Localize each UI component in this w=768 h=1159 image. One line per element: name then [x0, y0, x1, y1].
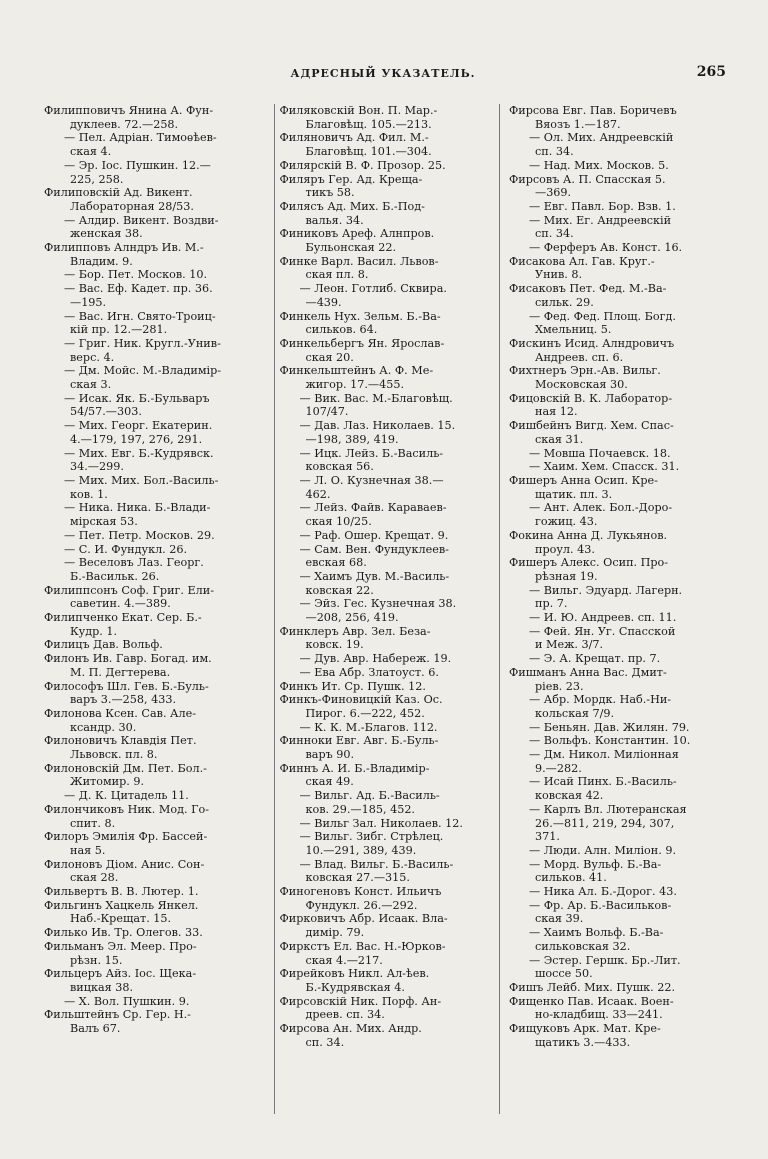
index-entry-continuation: ная 5.	[70, 843, 106, 857]
index-entry: Фискинъ Исид. Алндровичъ	[509, 336, 675, 350]
index-subentry: — Ферферъ Ав. Конст. 16.	[529, 241, 683, 255]
index-entry: Финноки Евг. Авг. Б.-Буль-	[279, 734, 439, 748]
index-entry: Фирейковъ Никл. Ал-ѣев.	[279, 967, 430, 981]
index-entry: Филонова Ксен. Сав. Але-	[44, 706, 197, 720]
index-entry-continuation: гожиц. 43.	[535, 515, 598, 529]
index-entry-continuation: ская 4.	[70, 145, 112, 159]
index-entry: Фильштейнъ Ср. Гер. Н.-	[44, 1008, 191, 1022]
index-subentry: — Вильг Зал. Николаев. 12.	[299, 816, 463, 830]
index-entry-continuation: женская 38.	[70, 227, 143, 241]
index-entry-continuation: жигор. 17.—455.	[305, 378, 405, 392]
index-entry-continuation: щатикъ 3.—433.	[535, 1035, 631, 1049]
index-entry: Фищенко Пав. Исаак. Воен-	[509, 994, 674, 1008]
index-entry: Филоръ Эмилія Фр. Бассей-	[44, 830, 208, 844]
index-entry-continuation: ская 3.	[70, 378, 112, 392]
index-entry-continuation: мірская 53.	[70, 515, 138, 529]
index-entry-continuation: пр. 7.	[535, 597, 568, 611]
index-entry-continuation: сильковская 32.	[535, 939, 631, 953]
index-entry-continuation: —198, 389, 419.	[305, 432, 399, 446]
index-subentry: — Ол. Мих. Андреевскій	[529, 131, 674, 145]
index-entry-continuation: Кудр. 1.	[70, 624, 118, 638]
index-entry: Финкъ-Финовицкій Каз. Ос.	[279, 693, 443, 707]
index-subentry: — Вас. Еф. Кадет. пр. 36.	[64, 282, 213, 296]
index-subentry: — Ева Абр. Златоуст. 6.	[299, 665, 439, 679]
index-entry-continuation: 10.—291, 389, 439.	[305, 843, 417, 857]
index-entry-continuation: ксандр. 30.	[70, 720, 137, 734]
index-entry: Финиковъ Ареф. Алнпров.	[279, 227, 435, 241]
index-entry: Филясъ Ад. Мих. Б.-Под-	[279, 199, 425, 213]
column-left	[44, 104, 264, 1114]
index-subentry: — Абр. Мордк. Наб.-Ни-	[529, 693, 672, 707]
index-entry-continuation: сп. 34.	[535, 227, 574, 241]
index-subentry: — Григ. Ник. Кругл.-Унив-	[64, 336, 221, 350]
index-entry-continuation: саветин. 4.—389.	[70, 597, 171, 611]
index-subentry: — Мих. Ег. Андреевскій	[529, 213, 672, 227]
index-entry: Филярскій В. Ф. Прозор. 25.	[279, 158, 446, 172]
index-entry-continuation: сп. 34.	[535, 145, 574, 159]
index-entry: Фильгинъ Хацкель Янкел.	[44, 898, 199, 912]
index-entry-continuation: ская пл. 8.	[305, 268, 369, 282]
index-entry: Фихтнеръ Эрн.-Ав. Вильг.	[509, 364, 661, 378]
index-entry: Фицовскій В. К. Лаборатор-	[509, 391, 673, 405]
index-subentry: — Пел. Адріан. Тимоѳѣев-	[64, 131, 217, 145]
index-entry: Филиппсонъ Соф. Григ. Ели-	[44, 583, 215, 597]
index-entry: Фишманъ Анна Вас. Дмит-	[509, 665, 667, 679]
index-subentry: — Эр. Іос. Пушкин. 12.—	[64, 158, 211, 172]
index-subentry: — Мовша Почаевск. 18.	[529, 446, 671, 460]
index-entry-continuation: сп. 34.	[305, 1035, 345, 1049]
index-entry-continuation: Фундукл. 26.—292.	[305, 898, 418, 912]
index-entry-continuation: ская 49.	[305, 775, 354, 789]
index-entry: Филоновичъ Клавдія Пет.	[44, 734, 197, 748]
index-entry: Фильцеръ Айз. Іос. Щека-	[44, 967, 197, 981]
index-subentry: — Фр. Ар. Б.-Васильков-	[529, 898, 672, 912]
index-entry-continuation: ская 20.	[305, 350, 354, 364]
index-entry: Фисаковъ Пет. Фед. М.-Ва-	[509, 282, 667, 296]
index-subentry: — Э. А. Крещат. пр. 7.	[529, 652, 661, 666]
index-entry-continuation: проул. 43.	[535, 542, 595, 556]
index-entry-continuation: рѣзн. 15.	[70, 953, 123, 967]
index-entry-continuation: 4.—179, 197, 276, 291.	[70, 432, 203, 446]
index-entry: Фирсовскій Ник. Порф. Ан-	[279, 994, 442, 1008]
index-entry-continuation: Благовѣщ. 101.—304.	[305, 145, 432, 159]
index-entry-continuation: Валъ 67.	[70, 1022, 121, 1036]
index-subentry: — Фед. Фед. Площ. Богд.	[529, 309, 676, 323]
index-entry-continuation: валья. 34.	[305, 213, 364, 227]
index-entry-continuation: ская 39.	[535, 912, 584, 926]
index-entry-continuation: вицкая 38.	[70, 981, 134, 994]
index-entry-continuation: 225, 258.	[70, 172, 124, 186]
index-entry: Филяковскій Вон. П. Мар.-	[279, 104, 438, 117]
index-subentry: — И. Ю. Андреев. сп. 11.	[529, 611, 677, 625]
index-entry: Финогеновъ Конст. Ильичъ	[279, 885, 442, 899]
running-head: АДРЕСНЫЙ УКАЗАТЕЛЬ.	[290, 67, 476, 80]
index-entry-continuation: 9.—282.	[535, 761, 582, 775]
index-entry: Филоновскій Дм. Пет. Бол.-	[44, 761, 207, 775]
index-entry-continuation: димір. 79.	[305, 926, 365, 940]
index-subentry: — Дув. Авр. Набереж. 19.	[299, 652, 452, 666]
index-entry-continuation: ковская 27.—315.	[305, 871, 410, 885]
index-entry: Философъ Шл. Гев. Б.-Буль-	[44, 679, 209, 693]
index-subentry: — Морд. Вульф. Б.-Ва-	[529, 857, 662, 871]
index-entry-continuation: рѣзная 19.	[535, 569, 598, 583]
index-subentry: — Ника Ал. Б.-Дорог. 43.	[529, 885, 677, 899]
index-entry: Фисакова Ал. Гав. Круг.-	[509, 254, 655, 268]
index-entry: Фирсова Ан. Мих. Андр.	[279, 1022, 422, 1036]
index-entry: Финнъ А. И. Б.-Владимір-	[279, 761, 430, 775]
index-entry-continuation: 26.—811, 219, 294, 307,	[535, 816, 675, 830]
index-entry-continuation: Б.-Кудрявская 4.	[305, 981, 405, 994]
index-subentry: — Беньян. Дав. Жилян. 79.	[529, 720, 690, 734]
index-subentry: — Дм. Никол. Миліонная	[529, 748, 679, 762]
index-entry-continuation: Московская 30.	[535, 378, 628, 392]
index-entry-continuation: 462.	[305, 487, 331, 501]
index-entry: Фищуковъ Арк. Мат. Кре-	[509, 1022, 661, 1036]
index-entry: Финклеръ Авр. Зел. Беза-	[279, 624, 431, 638]
index-entry-continuation: но-кладбищ. 33—241.	[535, 1008, 663, 1022]
index-entry-continuation: Наб.-Крещат. 15.	[70, 912, 172, 926]
index-entry-continuation: —439.	[305, 295, 342, 309]
column-right	[509, 104, 729, 1114]
index-subentry: — Вильг. Ад. Б.-Василь-	[299, 789, 440, 803]
index-entry-continuation: Лабораторная 28/53.	[70, 199, 194, 213]
index-subentry: — Мих. Евг. Б.-Кудрявск.	[64, 446, 214, 460]
index-subentry: — Над. Мих. Москов. 5.	[529, 158, 669, 172]
index-entry: Филипповъ Алндръ Ив. М.-	[44, 241, 204, 255]
index-subentry: — Карлъ Вл. Лютеранская	[529, 802, 687, 816]
page-header	[40, 64, 726, 84]
index-subentry: — Вик. Вас. М.-Благовѣщ.	[299, 391, 453, 405]
index-entry-continuation: Вяозъ 1.—187.	[535, 117, 621, 131]
index-entry-continuation: тикъ 58.	[305, 186, 355, 200]
index-entry: Финкель Нух. Зельм. Б.-Ва-	[279, 309, 441, 323]
index-entry: Филоновъ Діом. Анис. Сон-	[44, 857, 205, 871]
index-subentry: — Х. Вол. Пушкин. 9.	[64, 994, 190, 1008]
index-subentry: — Сам. Вен. Фундуклеев-	[299, 542, 449, 556]
index-entry-continuation: и Меж. 3/7.	[535, 638, 604, 652]
index-subentry: — К. К. М.-Благов. 112.	[299, 720, 438, 734]
index-entry-continuation: Андреев. сп. 6.	[535, 350, 624, 364]
index-entry: Фокина Анна Д. Лукьянов.	[509, 528, 668, 542]
index-entry-continuation: шоссе 50.	[535, 967, 593, 981]
index-entry: Фирсовъ А. П. Спасская 5.	[509, 172, 666, 186]
index-entry-continuation: варъ 3.—258, 433.	[70, 693, 177, 707]
index-subentry: — Алдир. Викент. Воздви-	[64, 213, 219, 227]
index-entry-continuation: —208, 256, 419.	[305, 611, 399, 625]
index-entry: Фильманъ Эл. Меер. Про-	[44, 939, 197, 953]
index-subentry: — Хаимъ Вольф. Б.-Ва-	[529, 926, 664, 940]
index-columns	[44, 104, 729, 1114]
index-subentry: — Мих. Мих. Бол.-Василь-	[64, 473, 219, 487]
index-entry-continuation: 54/57.—303.	[70, 405, 142, 419]
index-subentry: — Вильг. Эдуард. Лагерн.	[529, 583, 683, 597]
index-entry-continuation: Владим. 9.	[70, 254, 133, 268]
index-subentry: — Влад. Вильг. Б.-Василь-	[299, 857, 454, 871]
index-subentry: — Л. О. Кузнечная 38.—	[299, 473, 444, 487]
index-entry-continuation: ріев. 23.	[535, 679, 584, 693]
index-subentry: — Пет. Петр. Москов. 29.	[64, 528, 215, 542]
index-entry-continuation: ков. 1.	[70, 487, 108, 501]
index-entry-continuation: ская 10/25.	[305, 515, 372, 529]
index-entry: Фирсова Евг. Пав. Боричевъ	[509, 104, 677, 117]
index-entry-continuation: ков. 29.—185, 452.	[305, 802, 415, 816]
index-entry-continuation: щатик. пл. 3.	[535, 487, 613, 501]
index-entry: Филончиковъ Ник. Мод. Го-	[44, 802, 210, 816]
index-entry: Филипповичъ Янина А. Фун-	[44, 104, 214, 117]
index-entry-continuation: Пирог. 6.—222, 452.	[305, 706, 425, 720]
index-entry-continuation: Б.-Васильк. 26.	[70, 569, 160, 583]
index-entry-continuation: дуклеев. 72.—258.	[70, 117, 179, 131]
index-subentry: — Вильг. Зибг. Стрѣлец.	[299, 830, 444, 844]
index-entry-continuation: сильков. 64.	[305, 323, 378, 337]
index-entry-continuation: —369.	[535, 186, 572, 200]
index-entry-continuation: ская 28.	[70, 871, 119, 885]
index-entry: Филяновичъ Ад. Фил. М.-	[279, 131, 429, 145]
index-entry-continuation: варъ 90.	[305, 748, 355, 762]
index-subentry: — Эйз. Гес. Кузнечная 38.	[299, 597, 457, 611]
index-entry-continuation: дреев. сп. 34.	[305, 1008, 385, 1022]
index-entry-continuation: сильков. 41.	[535, 871, 607, 885]
index-entry-continuation: Хмельниц. 5.	[535, 323, 612, 337]
index-subentry: — Бор. Пет. Москов. 10.	[64, 268, 208, 282]
index-entry: Фильвертъ В. В. Лютер. 1.	[44, 885, 199, 899]
index-entry: Финкельштейнъ А. Ф. Ме-	[279, 364, 434, 378]
index-entry: Фиркстъ Ел. Вас. Н.-Юрков-	[279, 939, 446, 953]
index-subentry: — Ант. Алек. Бол.-Доро-	[529, 501, 673, 515]
index-entry-continuation: Житомир. 9.	[70, 775, 145, 789]
index-entry-continuation: 34.—299.	[70, 460, 124, 474]
index-entry-continuation: Львовск. пл. 8.	[70, 748, 158, 762]
index-subentry: — Лейз. Файв. Караваев-	[299, 501, 447, 515]
index-entry: Филипченко Екат. Сер. Б.-	[44, 611, 202, 625]
index-subentry: — Эстер. Гершк. Бр.-Лит.	[529, 953, 681, 967]
index-subentry: — Вольфъ. Константин. 10.	[529, 734, 691, 748]
index-subentry: — Исай Пинх. Б.-Василь-	[529, 775, 677, 789]
index-subentry: — Хаим. Хем. Спасск. 31.	[529, 460, 680, 474]
index-subentry: — Дм. Мойс. М.-Владимір-	[64, 364, 222, 378]
index-subentry: — Веселовъ Лаз. Георг.	[64, 556, 204, 570]
index-subentry: — Дав. Лаз. Николаев. 15.	[299, 419, 456, 433]
index-entry: Фишеръ Анна Осип. Кре-	[509, 473, 658, 487]
index-subentry: — Леон. Готлиб. Сквира.	[299, 282, 447, 296]
index-entry: Филиповскій Ад. Викент.	[44, 186, 193, 200]
index-entry-continuation: ская 31.	[535, 432, 584, 446]
index-subentry: — Ицк. Лейз. Б.-Василь-	[299, 446, 444, 460]
index-subentry: — Фей. Ян. Уг. Спасской	[529, 624, 676, 638]
index-subentry: — Евг. Павл. Бор. Взв. 1.	[529, 199, 676, 213]
index-entry: Финкельбергъ Ян. Ярослав-	[279, 336, 445, 350]
index-subentry: — Раф. Ошер. Крещат. 9.	[299, 528, 449, 542]
index-entry-continuation: —195.	[70, 295, 107, 309]
index-entry: Финке Варл. Васил. Львов-	[279, 254, 439, 268]
index-entry-continuation: кій пр. 12.—281.	[70, 323, 168, 337]
index-entry-continuation: Благовѣщ. 105.—213.	[305, 117, 432, 131]
index-entry: Фирковичъ Абр. Исаак. Вла-	[279, 912, 448, 926]
index-entry-continuation: ковская 22.	[305, 583, 374, 597]
index-entry: Фишеръ Алекс. Осип. Про-	[509, 556, 669, 570]
index-entry-continuation: Унив. 8.	[535, 268, 583, 282]
index-entry-continuation: Бульонская 22.	[305, 241, 397, 255]
index-entry-continuation: 107/47.	[305, 405, 349, 419]
index-subentry: — Мих. Георг. Екатерин.	[64, 419, 213, 433]
index-entry-continuation: сильк. 29.	[535, 295, 594, 309]
index-entry-continuation: ная 12.	[535, 405, 578, 419]
index-entry: Филицъ Дав. Вольф.	[44, 638, 163, 652]
column-middle	[274, 104, 500, 1114]
page-number: 265	[696, 64, 726, 80]
index-subentry: — Исак. Як. Б.-Бульваръ	[64, 391, 210, 405]
index-subentry: — Д. К. Цитадель 11.	[64, 789, 189, 803]
index-subentry: — Люди. Алн. Миліон. 9.	[529, 843, 676, 857]
index-entry: Финкъ Ит. Ср. Пушк. 12.	[279, 679, 426, 693]
index-entry-continuation: ковская 42.	[535, 789, 604, 803]
index-entry-continuation: ковск. 19.	[305, 638, 364, 652]
index-entry: Фишбейнъ Вигд. Хем. Спас-	[509, 419, 674, 433]
index-subentry: — Хаимъ Дув. М.-Василь-	[299, 569, 450, 583]
index-entry-continuation: верс. 4.	[70, 350, 115, 364]
index-entry-continuation: кольская 7/9.	[535, 706, 615, 720]
index-subentry: — Вас. Игн. Свято-Троиц-	[64, 309, 216, 323]
index-entry: Филонъ Ив. Гавр. Богад. им.	[44, 652, 212, 666]
index-entry-continuation: 371.	[535, 830, 560, 844]
index-entry-continuation: ковская 56.	[305, 460, 374, 474]
index-subentry: — С. И. Фундукл. 26.	[64, 542, 188, 556]
index-entry-continuation: М. П. Дегтерева.	[70, 665, 171, 679]
index-subentry: — Ника. Ника. Б.-Влади-	[64, 501, 211, 515]
index-entry: Фишъ Лейб. Мих. Пушк. 22.	[509, 981, 676, 994]
index-entry: Филяръ Гер. Ад. Креща-	[279, 172, 423, 186]
index-entry-continuation: ская 4.—217.	[305, 953, 383, 967]
index-entry: Филько Ив. Тр. Олегов. 33.	[44, 926, 203, 940]
index-entry-continuation: спит. 8.	[70, 816, 116, 830]
index-entry-continuation: евская 68.	[305, 556, 367, 570]
